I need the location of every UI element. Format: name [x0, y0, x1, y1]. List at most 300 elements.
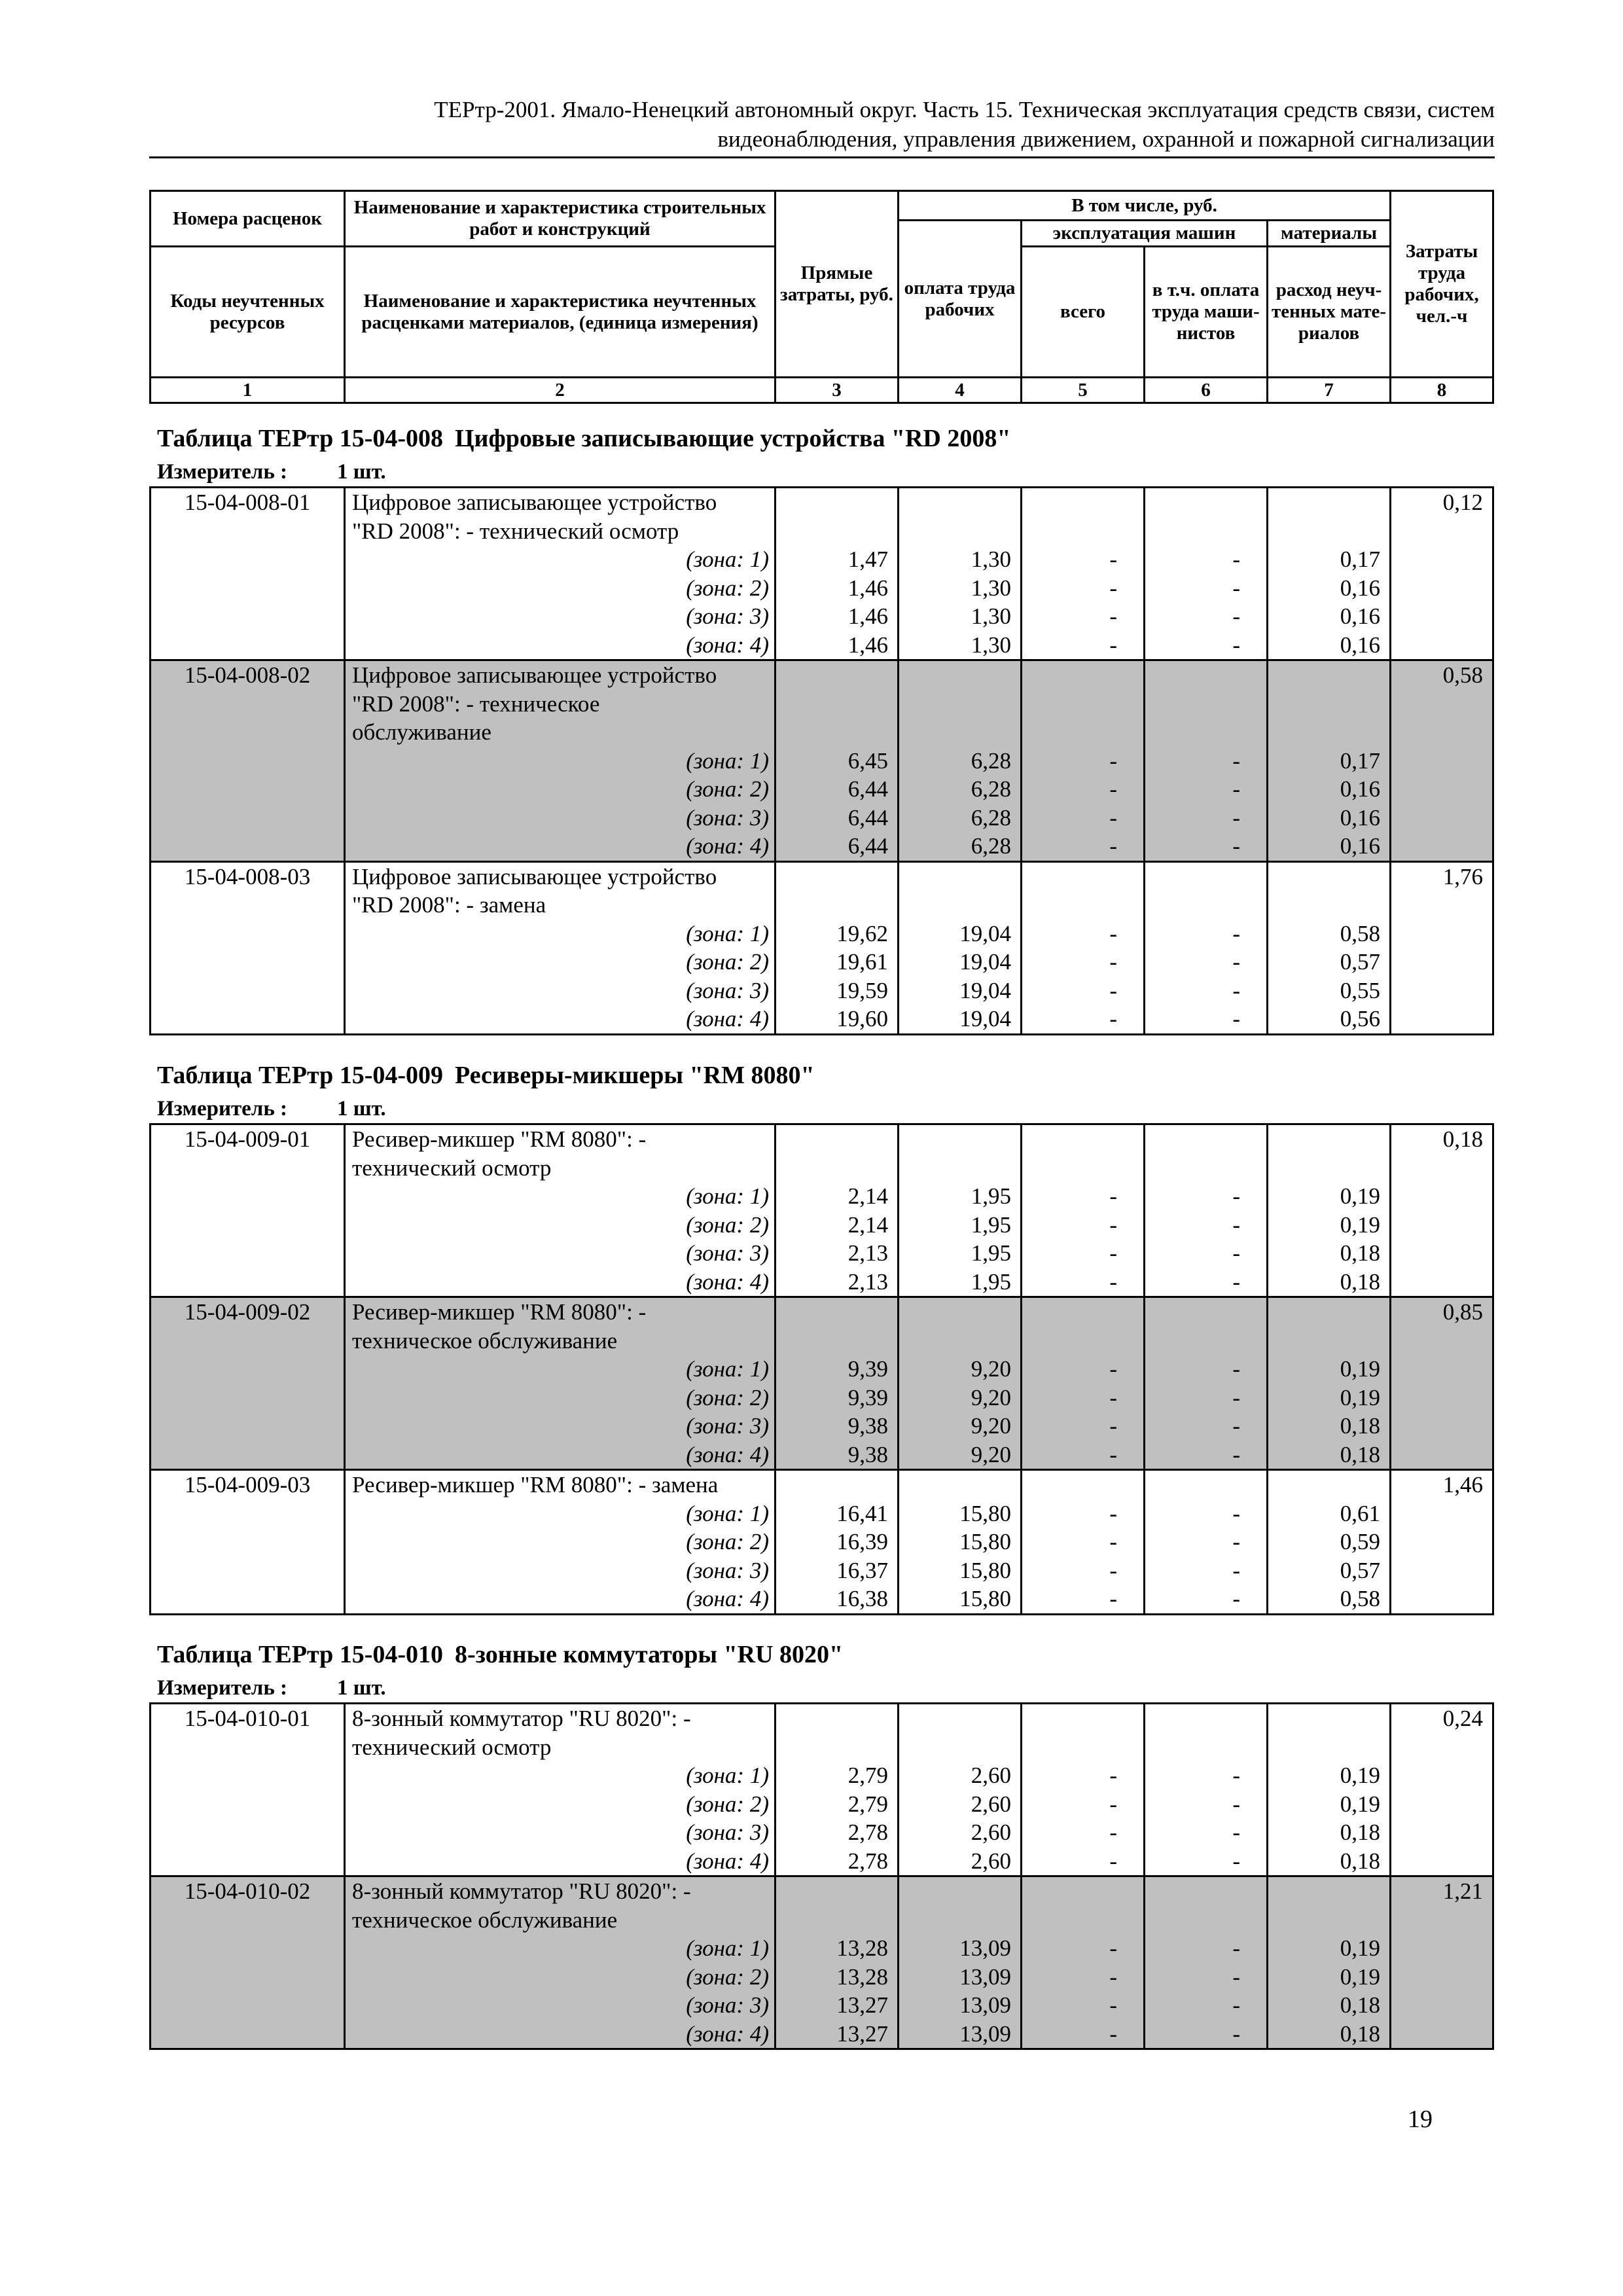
empty-cell	[1022, 891, 1145, 920]
empty-cell	[151, 1847, 345, 1876]
machines-total: -	[1022, 574, 1145, 603]
col-materialy: материалы	[1268, 221, 1391, 247]
empty-cell	[1391, 1268, 1493, 1297]
empty-cell	[1145, 1470, 1268, 1499]
table-row	[151, 1818, 1493, 1847]
zone-label: (зона: 1)	[345, 1761, 776, 1790]
machinists-pay: -	[1145, 574, 1268, 603]
col-vsego: всего	[1022, 247, 1145, 378]
materials-cost: 0,16	[1268, 574, 1391, 603]
zone-label: (зона: 2)	[345, 1211, 776, 1240]
table-row	[151, 804, 1493, 833]
empty-cell	[1391, 775, 1493, 804]
rate-description: Цифровое записывающее устройство	[345, 660, 776, 690]
rate-code	[151, 690, 345, 719]
labor-cost: 1,21	[1391, 1876, 1493, 1906]
zone-label: (зона: 4)	[345, 1585, 776, 1614]
zone-label: (зона: 1)	[345, 1934, 776, 1963]
table-row	[151, 517, 1493, 546]
empty-cell	[1391, 631, 1493, 660]
workers-pay: 19,04	[899, 920, 1022, 948]
empty-cell	[151, 1211, 345, 1240]
materials-cost: 0,16	[1268, 832, 1391, 861]
col-num-6: 6	[1145, 378, 1268, 403]
empty-cell	[776, 1297, 899, 1327]
table-row	[151, 1876, 1493, 1906]
table-row	[151, 660, 1493, 690]
empty-cell	[1391, 977, 1493, 1005]
empty-cell	[1268, 1154, 1391, 1183]
machinists-pay: -	[1145, 1818, 1268, 1847]
direct-cost: 9,38	[776, 1412, 899, 1441]
direct-cost: 2,78	[776, 1818, 899, 1847]
workers-pay: 6,28	[899, 804, 1022, 833]
workers-pay: 1,95	[899, 1182, 1022, 1211]
direct-cost: 1,47	[776, 545, 899, 574]
empty-cell	[1145, 660, 1268, 690]
empty-cell	[1391, 747, 1493, 776]
workers-pay: 9,20	[899, 1384, 1022, 1412]
empty-cell	[1391, 602, 1493, 631]
empty-cell	[1022, 1906, 1145, 1935]
machines-total: -	[1022, 1818, 1145, 1847]
rate-description: "RD 2008": - технический осмотр	[345, 517, 776, 546]
empty-cell	[151, 1934, 345, 1963]
workers-pay: 13,09	[899, 2020, 1022, 2049]
labor-cost	[1391, 1906, 1493, 1935]
empty-cell	[1145, 690, 1268, 719]
direct-cost: 19,62	[776, 920, 899, 948]
machines-total: -	[1022, 1528, 1145, 1556]
zone-label: (зона: 3)	[345, 1556, 776, 1585]
empty-cell	[1022, 517, 1145, 546]
empty-cell	[1268, 1470, 1391, 1499]
materials-cost: 0,18	[1268, 1239, 1391, 1268]
empty-cell	[776, 718, 899, 747]
direct-cost: 6,44	[776, 775, 899, 804]
machines-total: -	[1022, 1412, 1145, 1441]
direct-cost: 2,13	[776, 1268, 899, 1297]
labor-cost	[1391, 891, 1493, 920]
zone-label: (зона: 3)	[345, 1991, 776, 2020]
empty-cell	[1268, 1704, 1391, 1733]
empty-cell	[1268, 690, 1391, 719]
empty-cell	[776, 1733, 899, 1762]
empty-cell	[151, 747, 345, 776]
machines-total: -	[1022, 1790, 1145, 1819]
machines-total: -	[1022, 747, 1145, 776]
table-row	[151, 1991, 1493, 2020]
measure-line	[157, 457, 1492, 486]
zone-label: (зона: 1)	[345, 747, 776, 776]
materials-cost: 0,19	[1268, 1934, 1391, 1963]
empty-cell	[151, 574, 345, 603]
zone-label: (зона: 4)	[345, 832, 776, 861]
materials-cost: 0,18	[1268, 1268, 1391, 1297]
direct-cost: 13,28	[776, 1963, 899, 1992]
measure-line	[157, 1674, 1492, 1702]
table-row	[151, 1355, 1493, 1384]
machinists-pay: -	[1145, 977, 1268, 1005]
machinists-pay: -	[1145, 920, 1268, 948]
empty-cell	[151, 920, 345, 948]
empty-cell	[151, 1963, 345, 1992]
workers-pay: 9,20	[899, 1441, 1022, 1470]
section-15-04-010	[149, 1640, 1492, 2050]
empty-cell	[151, 1585, 345, 1614]
empty-cell	[151, 1790, 345, 1819]
zone-label: (зона: 4)	[345, 1441, 776, 1470]
labor-cost: 0,18	[1391, 1124, 1493, 1154]
zone-label: (зона: 4)	[345, 1005, 776, 1034]
rate-code: 15-04-008-01	[151, 488, 345, 517]
labor-cost	[1391, 718, 1493, 747]
empty-cell	[151, 545, 345, 574]
machinists-pay: -	[1145, 1934, 1268, 1963]
machinists-pay: -	[1145, 832, 1268, 861]
materials-cost: 0,19	[1268, 1182, 1391, 1211]
col-naim1: Наименование и характеристика строительных работ и конструкций	[345, 191, 776, 247]
empty-cell	[151, 1761, 345, 1790]
empty-cell	[151, 1182, 345, 1211]
materials-cost: 0,19	[1268, 1963, 1391, 1992]
machines-total: -	[1022, 977, 1145, 1005]
table-row	[151, 1154, 1493, 1183]
labor-cost: 0,58	[1391, 660, 1493, 690]
machinists-pay: -	[1145, 1182, 1268, 1211]
rate-code	[151, 1733, 345, 1762]
table-row	[151, 1239, 1493, 1268]
table-row	[151, 1005, 1493, 1034]
empty-cell	[1391, 1790, 1493, 1819]
rate-description: обслуживание	[345, 718, 776, 747]
empty-cell	[1268, 1906, 1391, 1935]
machinists-pay: -	[1145, 1499, 1268, 1528]
materials-cost: 0,58	[1268, 920, 1391, 948]
direct-cost: 6,44	[776, 832, 899, 861]
rate-code: 15-04-008-03	[151, 861, 345, 891]
direct-cost: 19,59	[776, 977, 899, 1005]
empty-cell	[776, 690, 899, 719]
workers-pay: 1,30	[899, 574, 1022, 603]
table-row	[151, 1268, 1493, 1297]
direct-cost: 6,44	[776, 804, 899, 833]
empty-cell	[151, 1556, 345, 1585]
machines-total: -	[1022, 1182, 1145, 1211]
labor-cost: 0,12	[1391, 488, 1493, 517]
workers-pay: 9,20	[899, 1355, 1022, 1384]
direct-cost: 19,60	[776, 1005, 899, 1034]
table-row	[151, 1182, 1493, 1211]
direct-cost: 16,38	[776, 1585, 899, 1614]
table-row	[151, 1384, 1493, 1412]
machines-total: -	[1022, 1355, 1145, 1384]
materials-cost: 0,16	[1268, 775, 1391, 804]
table-row	[151, 602, 1493, 631]
empty-cell	[1391, 574, 1493, 603]
column-header-table	[149, 190, 1494, 404]
machinists-pay: -	[1145, 1963, 1268, 1992]
materials-cost: 0,18	[1268, 1412, 1391, 1441]
materials-cost: 0,18	[1268, 1991, 1391, 2020]
empty-cell	[776, 1154, 899, 1183]
empty-cell	[1022, 1704, 1145, 1733]
labor-cost	[1391, 1154, 1493, 1183]
empty-cell	[776, 861, 899, 891]
empty-cell	[1391, 2020, 1493, 2049]
labor-cost: 1,76	[1391, 861, 1493, 891]
empty-cell	[1391, 948, 1493, 977]
direct-cost: 1,46	[776, 631, 899, 660]
empty-cell	[1391, 920, 1493, 948]
materials-cost: 0,55	[1268, 977, 1391, 1005]
measure-label: Измеритель :	[157, 1097, 288, 1121]
machinists-pay: -	[1145, 631, 1268, 660]
workers-pay: 19,04	[899, 1005, 1022, 1034]
labor-cost	[1391, 517, 1493, 546]
direct-cost: 13,28	[776, 1934, 899, 1963]
empty-cell	[151, 804, 345, 833]
table-row	[151, 891, 1493, 920]
machines-total: -	[1022, 920, 1145, 948]
zone-label: (зона: 2)	[345, 1963, 776, 1992]
rate-description: техническое обслуживание	[345, 1327, 776, 1355]
empty-cell	[1391, 1211, 1493, 1240]
col-oplata: оплата труда рабочих	[899, 221, 1022, 378]
materials-cost: 0,57	[1268, 1556, 1391, 1585]
materials-cost: 0,18	[1268, 1441, 1391, 1470]
machines-total: -	[1022, 1556, 1145, 1585]
machines-total: -	[1022, 1991, 1145, 2020]
empty-cell	[151, 1268, 345, 1297]
workers-pay: 13,09	[899, 1934, 1022, 1963]
machinists-pay: -	[1145, 948, 1268, 977]
machines-total: -	[1022, 2020, 1145, 2049]
table-number: Таблица ТЕРтр 15-04-010	[157, 1641, 444, 1668]
direct-cost: 9,38	[776, 1441, 899, 1470]
empty-cell	[1391, 1528, 1493, 1556]
workers-pay: 6,28	[899, 775, 1022, 804]
empty-cell	[776, 1704, 899, 1733]
machinists-pay: -	[1145, 1991, 1268, 2020]
table-row	[151, 1790, 1493, 1819]
empty-cell	[151, 1991, 345, 2020]
empty-cell	[899, 1876, 1022, 1906]
table-row	[151, 718, 1493, 747]
machines-total: -	[1022, 1585, 1145, 1614]
machinists-pay: -	[1145, 1384, 1268, 1412]
machinists-pay: -	[1145, 1790, 1268, 1819]
empty-cell	[776, 488, 899, 517]
empty-cell	[1391, 1005, 1493, 1034]
zone-label: (зона: 4)	[345, 631, 776, 660]
empty-cell	[151, 977, 345, 1005]
col-num-4: 4	[899, 378, 1022, 403]
rate-code	[151, 517, 345, 546]
empty-cell	[1391, 1818, 1493, 1847]
col-kody: Коды неучтенных ресурсов	[151, 247, 345, 378]
empty-cell	[1268, 1876, 1391, 1906]
zone-label: (зона: 4)	[345, 1847, 776, 1876]
machines-total: -	[1022, 1441, 1145, 1470]
rate-code: 15-04-009-03	[151, 1470, 345, 1499]
machines-total: -	[1022, 1239, 1145, 1268]
table-row	[151, 1470, 1493, 1499]
machines-total: -	[1022, 602, 1145, 631]
table-row	[151, 1704, 1493, 1733]
empty-cell	[1022, 690, 1145, 719]
materials-cost: 0,17	[1268, 545, 1391, 574]
empty-cell	[776, 660, 899, 690]
col-num-2: 2	[345, 378, 776, 403]
materials-cost: 0,19	[1268, 1790, 1391, 1819]
table-number: Таблица ТЕРтр 15-04-008	[157, 425, 444, 452]
labor-cost	[1391, 1733, 1493, 1762]
empty-cell	[899, 1906, 1022, 1935]
machinists-pay: -	[1145, 1847, 1268, 1876]
table-title	[157, 423, 1492, 454]
empty-cell	[899, 718, 1022, 747]
machines-total: -	[1022, 1005, 1145, 1034]
zone-label: (зона: 1)	[345, 1355, 776, 1384]
rate-code: 15-04-009-01	[151, 1124, 345, 1154]
measure-line	[157, 1094, 1492, 1123]
machinists-pay: -	[1145, 1412, 1268, 1441]
machines-total: -	[1022, 775, 1145, 804]
workers-pay: 1,95	[899, 1268, 1022, 1297]
machinists-pay: -	[1145, 1355, 1268, 1384]
rate-code	[151, 718, 345, 747]
machines-total: -	[1022, 545, 1145, 574]
measure-unit: 1 шт.	[337, 1097, 386, 1121]
empty-cell	[1268, 660, 1391, 690]
table-row	[151, 1412, 1493, 1441]
rates-table	[149, 1702, 1494, 2050]
zone-label: (зона: 2)	[345, 948, 776, 977]
section-15-04-009	[149, 1060, 1492, 1615]
table-name: 8-зонные коммутаторы "RU 8020"	[455, 1641, 844, 1668]
zone-label: (зона: 4)	[345, 1268, 776, 1297]
workers-pay: 1,30	[899, 545, 1022, 574]
col-zatraty: Затраты труда рабочих, чел.-ч	[1391, 191, 1493, 378]
materials-cost: 0,57	[1268, 948, 1391, 977]
direct-cost: 6,45	[776, 747, 899, 776]
table-row	[151, 1441, 1493, 1470]
empty-cell	[776, 1906, 899, 1935]
direct-cost: 2,79	[776, 1761, 899, 1790]
empty-cell	[899, 517, 1022, 546]
empty-cell	[1022, 1876, 1145, 1906]
empty-cell	[151, 1005, 345, 1034]
empty-cell	[1145, 861, 1268, 891]
empty-cell	[1268, 488, 1391, 517]
empty-cell	[151, 1499, 345, 1528]
empty-cell	[151, 775, 345, 804]
empty-cell	[1022, 861, 1145, 891]
direct-cost: 2,13	[776, 1239, 899, 1268]
direct-cost: 16,37	[776, 1556, 899, 1585]
machinists-pay: -	[1145, 1761, 1268, 1790]
rate-description: Цифровое записывающее устройство	[345, 488, 776, 517]
empty-cell	[1391, 1412, 1493, 1441]
empty-cell	[1268, 1124, 1391, 1154]
zone-label: (зона: 3)	[345, 804, 776, 833]
empty-cell	[151, 948, 345, 977]
table-row	[151, 2020, 1493, 2049]
empty-cell	[1391, 1441, 1493, 1470]
direct-cost: 1,46	[776, 602, 899, 631]
table-row	[151, 1906, 1493, 1935]
rate-code	[151, 1906, 345, 1935]
direct-cost: 2,79	[776, 1790, 899, 1819]
empty-cell	[1145, 718, 1268, 747]
empty-cell	[1022, 1733, 1145, 1762]
empty-cell	[1268, 517, 1391, 546]
materials-cost: 0,58	[1268, 1585, 1391, 1614]
labor-cost: 1,46	[1391, 1470, 1493, 1499]
empty-cell	[1145, 488, 1268, 517]
workers-pay: 1,30	[899, 631, 1022, 660]
empty-cell	[776, 1876, 899, 1906]
col-rashod: расход неуч-тенных мате-риалов	[1268, 247, 1391, 378]
col-num-1: 1	[151, 378, 345, 403]
empty-cell	[1145, 1876, 1268, 1906]
empty-cell	[1022, 1124, 1145, 1154]
page-header	[149, 95, 1495, 158]
empty-cell	[1022, 1327, 1145, 1355]
table-row	[151, 1327, 1493, 1355]
empty-cell	[776, 891, 899, 920]
labor-cost: 0,24	[1391, 1704, 1493, 1733]
table-name: Ресиверы-микшеры "RM 8080"	[455, 1062, 815, 1089]
workers-pay: 13,09	[899, 1963, 1022, 1992]
labor-cost	[1391, 690, 1493, 719]
empty-cell	[151, 631, 345, 660]
machinists-pay: -	[1145, 747, 1268, 776]
col-nomera: Номера расценок	[151, 191, 345, 247]
zone-label: (зона: 1)	[345, 1182, 776, 1211]
empty-cell	[151, 1355, 345, 1384]
direct-cost: 13,27	[776, 2020, 899, 2049]
rate-code	[151, 1154, 345, 1183]
machinists-pay: -	[1145, 545, 1268, 574]
rate-code: 15-04-010-02	[151, 1876, 345, 1906]
table-row	[151, 861, 1493, 891]
empty-cell	[899, 1733, 1022, 1762]
workers-pay: 1,30	[899, 602, 1022, 631]
empty-cell	[1022, 1297, 1145, 1327]
workers-pay: 2,60	[899, 1818, 1022, 1847]
rate-description: 8-зонный коммутатор "RU 8020": -	[345, 1876, 776, 1906]
workers-pay: 1,95	[899, 1211, 1022, 1240]
table-row	[151, 1585, 1493, 1614]
empty-cell	[1022, 718, 1145, 747]
direct-cost: 9,39	[776, 1384, 899, 1412]
empty-cell	[1268, 1297, 1391, 1327]
empty-cell	[776, 517, 899, 546]
workers-pay: 15,80	[899, 1585, 1022, 1614]
empty-cell	[776, 1470, 899, 1499]
empty-cell	[899, 1704, 1022, 1733]
workers-pay: 6,28	[899, 832, 1022, 861]
table-row	[151, 1761, 1493, 1790]
rate-code	[151, 891, 345, 920]
machines-total: -	[1022, 631, 1145, 660]
zone-label: (зона: 3)	[345, 1412, 776, 1441]
empty-cell	[1145, 1124, 1268, 1154]
col-num-8: 8	[1391, 378, 1493, 403]
direct-cost: 19,61	[776, 948, 899, 977]
